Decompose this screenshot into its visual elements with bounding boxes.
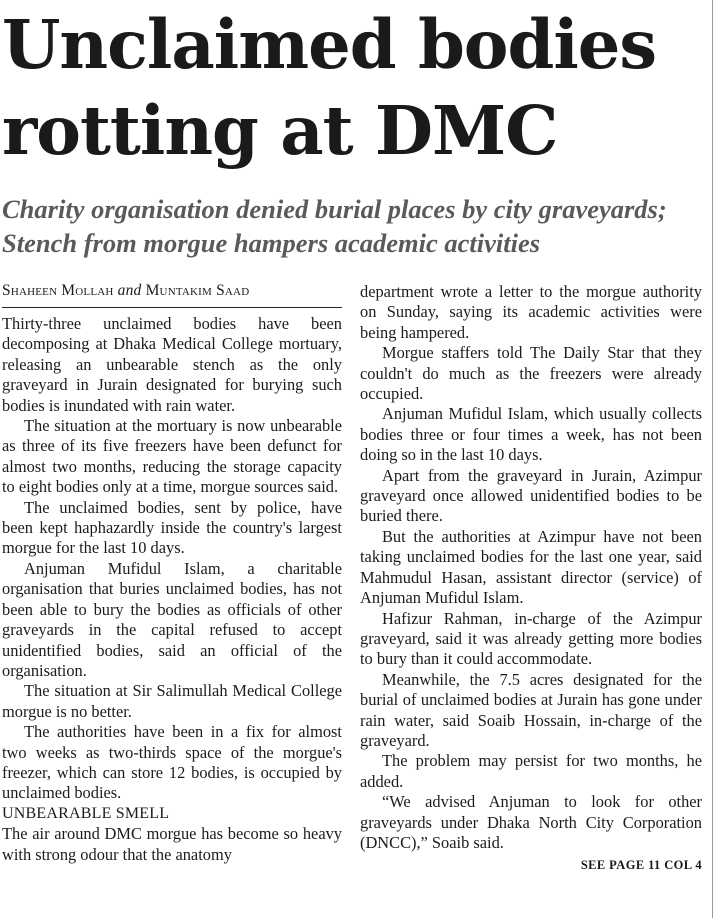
paragraph: Thirty-three unclaimed bodies have been decomposing at Dhaka Medical College mortuary, releasing an unbearable stench as the only graveyard in Jurain designated for burying such bodies is inundated with rain water. xyxy=(2,314,342,415)
subheadline-line-1: Charity organisation denied burial places by city graveyards; xyxy=(2,194,667,224)
paragraph: Anjuman Mufidul Islam, which usually collects bodies three or four times a week, has not been doing so in the last 10 days. xyxy=(360,404,702,465)
headline-line-2: rotting at DMC xyxy=(2,91,558,170)
continued-on-line: SEE PAGE 11 COL 4 xyxy=(580,858,702,873)
headline-line-1: Unclaimed bodies xyxy=(2,5,657,84)
paragraph: department wrote a letter to the morgue authority on Sunday, saying its academic activities were being hampered. xyxy=(360,282,702,342)
paragraph: Hafizur Rahman, in-charge of the Azimpur graveyard, said it was already getting more bodies to bury than it could accommodate. xyxy=(360,608,702,669)
paragraph: Meanwhile, the 7.5 acres designated for the burial of unclaimed bodies at Jurain has gone under rain water, said Soaib Hossain, in-charge of the graveyard. xyxy=(360,669,702,750)
paragraph: The air around DMC morgue has become so heavy with strong odour that the anatomy xyxy=(2,824,342,864)
paragraph: The unclaimed bodies, sent by police, have been kept haphazardly inside the country's largest morgue for the last 10 days. xyxy=(2,497,342,558)
left-column xyxy=(2,280,342,865)
subheadline-line-2: Stench from morgue hampers academic activities xyxy=(2,228,541,258)
byline xyxy=(2,280,342,308)
author-1: Shaheen Mollah xyxy=(2,282,114,299)
paragraph: Morgue staffers told The Daily Star that they couldn't do much as the freezers were already occupied. xyxy=(360,343,702,404)
byline-conjunction: and xyxy=(117,282,142,299)
section-title: UNBEARABLE SMELL xyxy=(2,804,170,822)
author-2: Muntakim Saad xyxy=(145,282,250,299)
paragraph: Apart from the graveyard in Jurain, Azimpur graveyard once allowed unidentified bodies to be buried there. xyxy=(360,465,702,526)
subheadline xyxy=(2,192,710,260)
paragraph: Anjuman Mufidul Islam, a charitable organisation that buries unclaimed bodies, has not been able to bury the bodies as officials of other graveyards in the capital refused to accept unidentified bodies, said an official of the organisation. xyxy=(2,558,342,680)
paragraph: “We advised Anjuman to look for other graveyards under Dhaka North City Corporation (DNCC),” Soaib said. xyxy=(360,792,702,852)
paragraph: But the authorities at Azimpur have not been taking unclaimed bodies for the last one year, said Mahmudul Hasan, assistant director (service) of Anjuman Mufidul Islam. xyxy=(360,526,702,608)
column-rule xyxy=(712,0,713,918)
right-column xyxy=(360,282,702,875)
paragraph: The authorities have been in a fix for almost two weeks as two-thirds space of the morgue's freezer, which can store 12 bodies, is occupied by unclaimed bodies. xyxy=(2,722,342,803)
paragraph: The situation at Sir Salimullah Medical College morgue is no better. xyxy=(2,681,342,721)
paragraph: The situation at the mortuary is now unbearable as three of its five freezers have been defunct for almost two months, reducing the storage capacity to eight bodies only at a time, morgue sources said. xyxy=(2,416,342,497)
paragraph: The problem may persist for two months, he added. xyxy=(360,751,702,791)
headline xyxy=(2,2,708,174)
